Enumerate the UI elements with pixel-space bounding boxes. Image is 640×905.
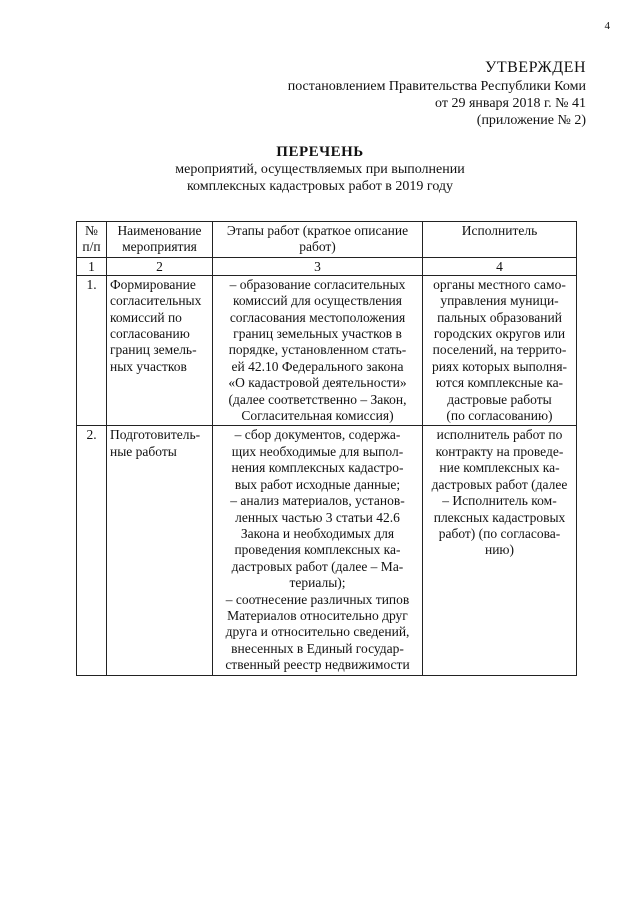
cell-line: ей 42.10 Федерального закона [231,358,404,374]
header-text: Наименование [117,223,202,238]
index-cell: 3 [213,257,423,275]
cell-line: Подготовитель- [110,427,201,443]
approval-line: постановлением Правительства Республики Коми [287,79,586,94]
header-stages [213,222,423,258]
approval-block [226,58,586,129]
approval-line: от 29 января 2018 г. № 41 [435,96,586,111]
cell-line: – Исполнитель ком- [442,493,557,509]
cell-line: внесенных в Единый государ- [231,640,404,656]
page-number: 4 [604,20,610,32]
cell-line: (далее соответственно – Закон, [228,391,407,407]
cell-line: проведения комплексных ка- [234,542,401,558]
cell-line: Формирование [110,276,196,292]
header-executor [423,222,577,258]
subtitle-line: комплексных кадастровых работ в 2019 году [186,179,454,194]
index-cell: 4 [423,257,577,275]
cell-line: вых работ исходные данные; [234,476,401,492]
cell-line: границ земельных участков в [233,326,402,342]
header-num [77,222,107,258]
document-title: ПЕРЕЧЕНЬ [276,144,364,160]
cell-line: ются комплексные ка- [435,375,564,391]
cell-line: – образование согласительных [229,276,406,292]
cell-line: дастровых работ (далее [431,476,568,492]
cell-line: согласительных [110,293,202,309]
cell-line: дастровых работ (далее – Ма- [231,558,404,574]
cell-line: ные работы [110,443,177,459]
cell-line: согласованию [110,326,190,342]
cell-line: ние комплексных ка- [439,460,560,476]
row-num: 1. [77,275,107,426]
cell-line: – анализ материалов, установ- [230,493,405,509]
cell-line: териалы); [289,575,346,591]
row-executor [423,275,577,426]
header-name [107,222,213,258]
cell-line: друга и относительно сведений, [225,624,410,640]
table-row [77,275,577,426]
cell-line: порядке, установленном стать- [228,342,407,358]
cell-line: контракту на проведе- [435,443,564,459]
cell-line: органы местного само- [433,276,566,292]
header-text: Исполнитель [461,223,538,238]
cell-line: городских округов или [433,326,566,342]
cell-line: ственный реестр недвижимости [225,657,410,673]
row-stages [213,426,423,675]
row-num: 2. [77,426,107,675]
measures-table [76,221,577,676]
cell-line: – сбор документов, содержа- [234,427,401,443]
cell-line: ных участков [110,358,187,374]
cell-line: нения комплексных кадастро- [231,460,404,476]
index-cell: 1 [77,257,107,275]
header-text: мероприятия [122,239,197,255]
cell-line: поселений, на террито- [432,342,567,358]
cell-line: Материалов относительно друг [227,607,408,623]
header-text: № [85,223,98,238]
cell-line: щих необходимые для выпол- [231,443,404,459]
document-subtitle [0,161,640,195]
approval-heading: УТВЕРЖДЕН [485,59,586,76]
cell-line: управления муници- [440,293,559,309]
cell-line: границ земель- [110,342,197,358]
cell-line: «О кадастровой деятельности» [228,375,407,391]
index-cell: 2 [107,257,213,275]
cell-line: комиссий по [110,309,182,325]
row-name [107,275,213,426]
table-header-row [77,222,577,258]
cell-line: – соотнесение различных типов [225,591,410,607]
cell-line: исполнитель работ по [436,427,563,443]
cell-line: риях которых выполня- [431,358,568,374]
cell-line: нию) [484,542,515,558]
row-executor [423,426,577,675]
cell-line: плексных кадастровых [433,509,566,525]
table-row [77,426,577,675]
table-index-row [77,257,577,275]
approval-line: (приложение № 2) [476,113,586,128]
cell-line: ленных частью 3 статьи 42.6 [235,509,400,525]
row-stages [213,275,423,426]
cell-line: комиссий для осуществления [233,293,402,309]
cell-line: Закона и необходимых для [240,525,395,541]
header-text: работ) [299,239,336,255]
cell-line: согласования местоположения [229,309,406,325]
cell-line: пальных образований [437,309,562,325]
row-name [107,426,213,675]
subtitle-line: мероприятий, осуществляемых при выполнении [175,162,465,177]
cell-line: дастровые работы [447,391,552,407]
header-text: п/п [82,239,101,255]
cell-line: Согласительная комиссия) [241,408,394,424]
header-text: Этапы работ (краткое описание [226,223,409,238]
cell-line: работ) (по согласова- [438,525,561,541]
cell-line: (по согласованию) [446,408,553,424]
